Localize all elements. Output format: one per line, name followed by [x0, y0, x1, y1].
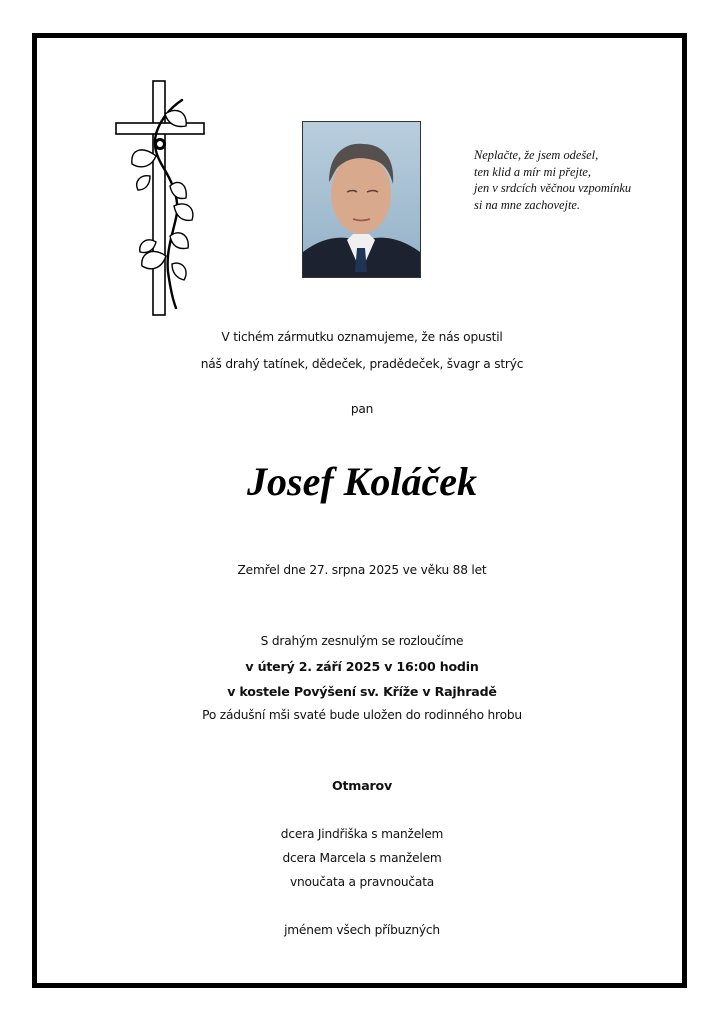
poem-line: si na mne zachovejte.: [474, 197, 580, 212]
poem: [474, 147, 674, 213]
cross-with-roses-icon: [110, 76, 210, 318]
mourner: dcera Marcela s manželem: [282, 851, 442, 865]
farewell-place: v kostele Povýšení sv. Kříže v Rajhradě: [227, 684, 497, 699]
poem-line: ten klid a mír mi přejte,: [474, 164, 592, 179]
location: Otmarov: [331, 778, 393, 793]
poem-line: Neplačte, že jsem odešel,: [474, 148, 599, 162]
intro-line: V tichém zármutku oznamujeme, že nás opustil: [221, 330, 503, 344]
poem-line: jen v srdcích věčnou vzpomínku: [474, 181, 632, 195]
farewell-intro: S drahým zesnulým se rozloučíme: [260, 634, 464, 648]
closing: jménem všech příbuzných: [284, 923, 440, 937]
intro-line: náš drahý tatínek, dědeček, pradědeček, švagr a strýc: [200, 357, 524, 371]
mourner: dcera Jindřiška s manželem: [280, 827, 444, 841]
farewell-datetime: v úterý 2. září 2025 v 16:00 hodin: [245, 659, 479, 674]
portrait-photo: [302, 121, 421, 278]
title-prefix: pan: [350, 402, 374, 416]
deceased-name: Josef Koláček: [247, 459, 477, 504]
death-notice: Zemřel dne 27. srpna 2025 ve věku 88 let: [237, 563, 487, 577]
burial-note: Po zádušní mši svaté bude uložen do rodinného hrobu: [202, 708, 522, 722]
mourner: vnoučata a pravnoučata: [289, 875, 435, 889]
